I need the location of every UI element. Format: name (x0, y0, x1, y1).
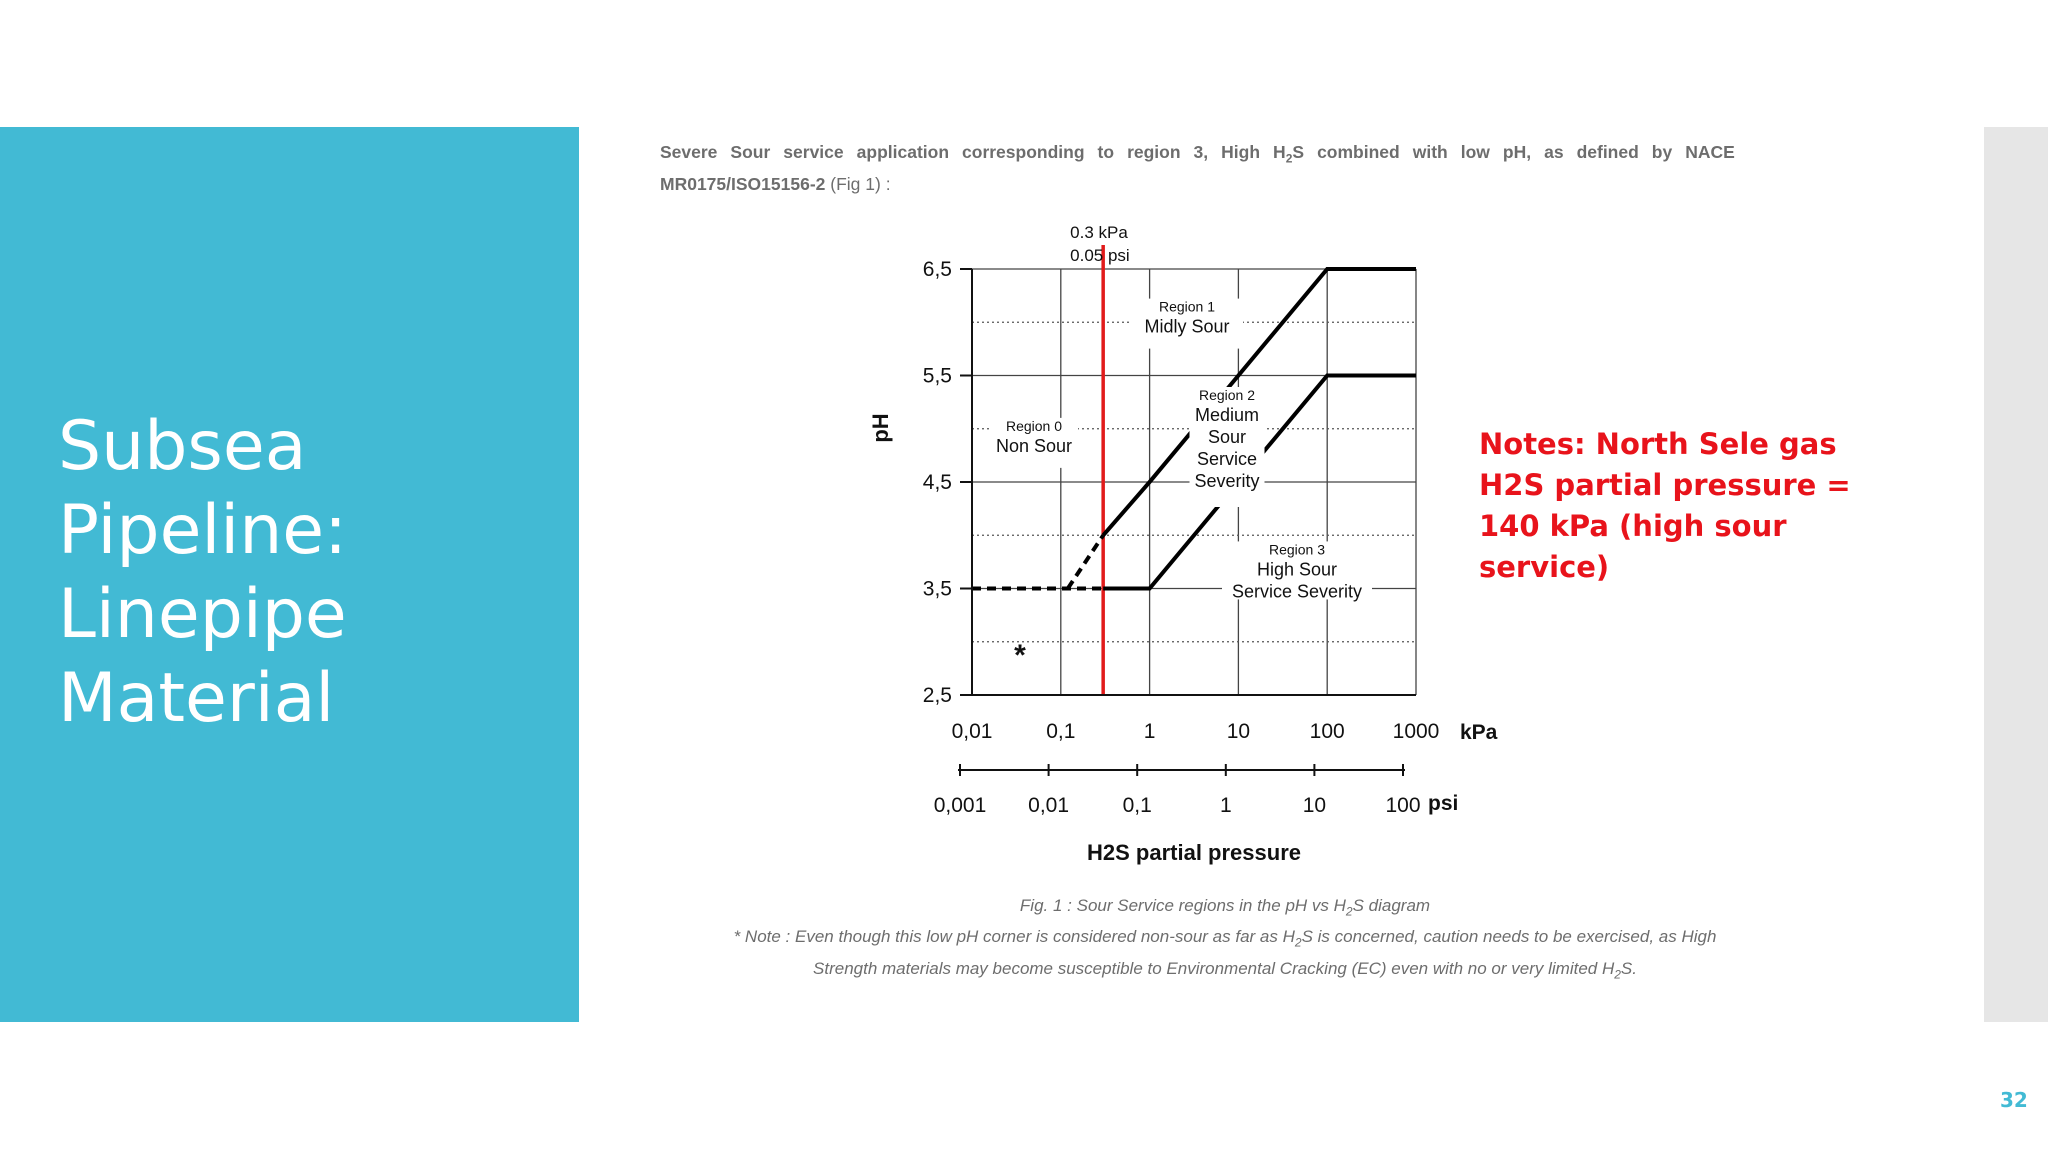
region0-description: Non Sour (995, 435, 1073, 456)
caption-title: Fig. 1 : Sour Service regions in the pH vs $H_2S$ diagram (1019, 896, 1431, 919)
intro-word: pH, (1502, 142, 1532, 162)
notes-line: H2S partial pressure = (1479, 468, 1851, 502)
x-tick-label-kpa: 0,1 (1046, 720, 1076, 743)
y-tick-label: 5,5 (922, 364, 952, 388)
y-tick-label: 6,5 (922, 258, 952, 281)
intro-word: by (1651, 142, 1673, 162)
x-tick-label-psi: 1 (1219, 794, 1232, 817)
figure-caption (600, 893, 1850, 987)
y-tick-label: 2,5 (922, 684, 952, 707)
region2-name: Region 2 (1198, 386, 1256, 403)
region2-description: Severity (1194, 470, 1260, 491)
notes-line: Notes: North Sele gas (1479, 427, 1837, 461)
intro-word: as (1544, 142, 1564, 162)
intro-word: combined (1317, 142, 1400, 162)
slide-title-line: Pipeline: (58, 491, 348, 570)
notes-line: 140 kPa (high sour (1479, 509, 1787, 543)
x-tick-label-kpa: 0,01 (951, 720, 993, 743)
region1-description: Midly Sour (1144, 316, 1230, 337)
region3-description: High Sour (1256, 559, 1338, 580)
intro-word: Sour (730, 142, 771, 162)
region2-description: Medium (1194, 404, 1260, 425)
x-tick-label-psi: 0,1 (1122, 794, 1152, 817)
intro-word: High (1221, 142, 1261, 162)
x-tick-label-kpa: 1000 (1392, 720, 1440, 743)
intro-word: low (1460, 142, 1490, 162)
y-tick-label: 3,5 (922, 577, 952, 601)
region1-name: Region 1 (1158, 298, 1216, 315)
intro-word: NACE (1685, 142, 1735, 162)
region2-description: Sour (1207, 426, 1247, 447)
notes-line: service) (1479, 550, 1610, 584)
x-axis-title: H2S partial pressure (1087, 840, 1301, 865)
notes-callout (1479, 424, 1851, 588)
intro-word: corresponding (962, 142, 1085, 162)
slide-title-line: Linepipe (58, 575, 347, 654)
region2-description: Service (1196, 448, 1258, 469)
x-tick-label-kpa: 1 (1143, 720, 1156, 743)
intro-word: Severe (660, 142, 718, 162)
intro-word: region (1127, 142, 1181, 162)
intro-figref: (Fig 1) : (830, 173, 891, 194)
x-tick-label-kpa: 100 (1309, 720, 1345, 743)
x-tick-label-psi: 10 (1302, 794, 1327, 817)
intro-word: 3, (1193, 142, 1209, 162)
x-unit-kpa: kPa (1460, 721, 1498, 744)
region3-description: Service Severity (1231, 581, 1363, 602)
intro-word: defined (1576, 142, 1639, 162)
x-tick-label-kpa: 10 (1226, 720, 1251, 743)
x-unit-psi: psi (1428, 792, 1459, 815)
x-tick-label-psi: 0,001 (933, 794, 987, 817)
x-tick-label-psi: 0,01 (1028, 794, 1070, 817)
x-tick-label-psi: 100 (1385, 794, 1421, 817)
intro-word-h2s: $H_2S$ (1273, 142, 1305, 166)
intro-word: service (783, 142, 844, 162)
slide-title-line: Subsea (58, 407, 307, 486)
y-axis-title: pH (868, 413, 893, 443)
intro-word: to (1097, 142, 1115, 162)
page-number: 32 (2000, 1088, 2028, 1112)
low-ph-asterisk: * (1014, 639, 1026, 672)
region3-name: Region 3 (1268, 541, 1326, 558)
threshold-label-kpa: 0.3 kPa (1070, 223, 1128, 242)
intro-standard: MR0175/ISO15156-2 (660, 173, 826, 194)
caption-note-cont: Strength materials may become susceptible to Environmental Cracking (EC) even with no or very limited $H_2S$. (813, 958, 1637, 982)
slide-title-line: Material (58, 659, 335, 738)
threshold-label-psi: 0.05 psi (1070, 246, 1130, 265)
region0-name: Region 0 (1005, 417, 1063, 434)
caption-note: * Note : Even though this low pH corner is considered non-sour as far as $H_2S$ is concerned, caution needs to be exercised, as High (733, 927, 1717, 950)
intro-word: application (856, 142, 950, 162)
y-tick-label: 4,5 (922, 471, 952, 494)
boundary-upper-low-ph (1068, 535, 1103, 588)
intro-word: with (1412, 142, 1448, 162)
